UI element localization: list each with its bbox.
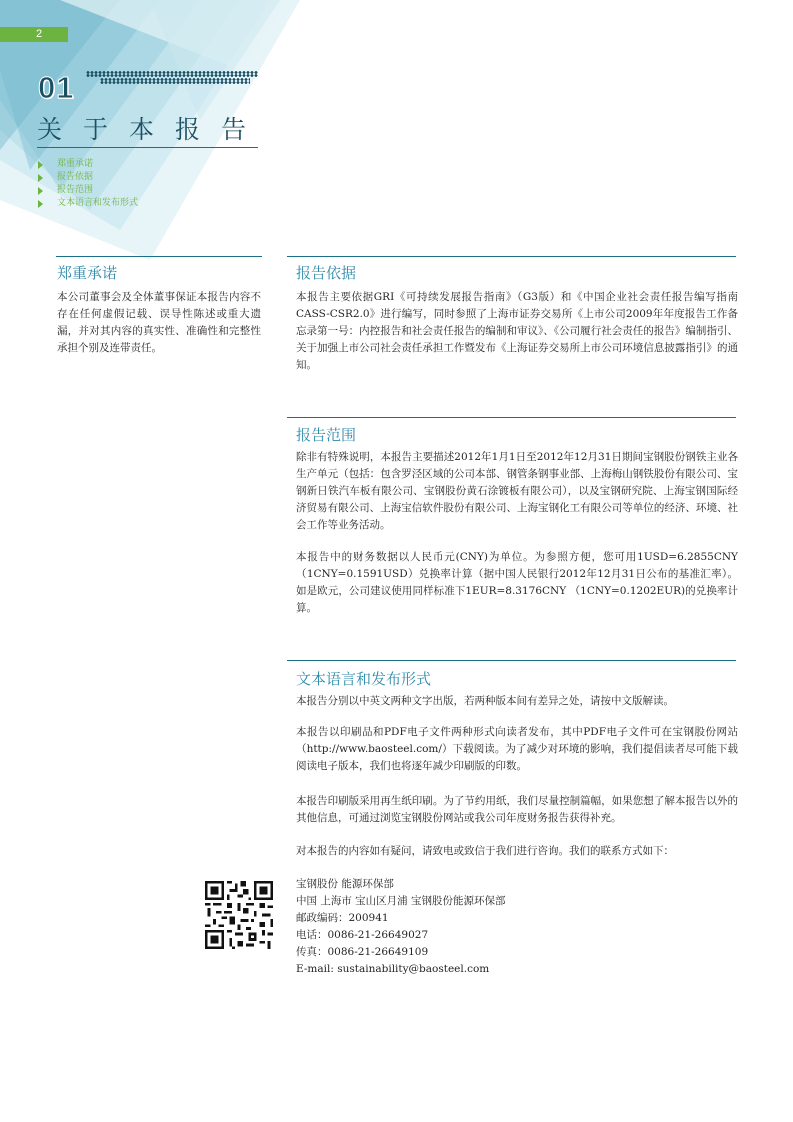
toc-item-scope[interactable] [38, 184, 138, 197]
toc-item-label: 报告依据 [57, 172, 94, 182]
section-body-pledge: 本公司董事会及全体董事保证本报告内容不存在任何虚假记载、误导性陈述或重大遗漏，并对其内容的真实性、准确性和完整性承担个别及连带责任。 [57, 291, 261, 354]
chapter-toc [38, 158, 138, 210]
section-rule-language [287, 660, 736, 661]
contact-fax: 传真：0086-21-26649109 [296, 946, 429, 958]
chapter-dotted-decoration-2 [100, 78, 250, 84]
section-body-scope-1: 除非有特殊说明，本报告主要描述2012年1月1日至2012年12月31日期间宝钢股份钢铁主业各生产单元（包括：包含罗泾区域的公司本部、钢管条钢事业部、上海梅山钢铁股份有限公司、宝钢新日铁汽车板有限公司、宝钢股份黄石涂镀板有限公司），以及宝钢研究院、上海宝钢国际经济贸易有限公司、上海宝信软件股份有限公司、上海宝钢化工有限公司等单位的经济、环境、社会工作等业务活动。 [296, 451, 738, 531]
chapter-number: 01 [38, 70, 75, 105]
section-body-language-2: 本报告以印刷品和PDF电子文件两种形式向读者发布，其中PDF电子文件可在宝钢股份网站（http://www.baosteel.com/）下载阅读。为了减少对环境的影响，我们提倡读者尽可能下载阅读电子版本，我们也将逐年减少印刷版的印数。 [296, 726, 738, 772]
toc-item-pledge[interactable] [38, 158, 138, 171]
triangle-bullet-icon [38, 200, 43, 208]
chapter-dotted-decoration [86, 71, 258, 77]
triangle-bullet-icon [38, 174, 43, 182]
chapter-title: 关于本报告 [37, 115, 268, 144]
section-title-scope: 报告范围 [296, 426, 357, 444]
section-body-language-4: 对本报告的内容如有疑问，请致电或致信于我们进行咨询。我们的联系方式如下： [296, 845, 674, 857]
section-rule-pledge [56, 256, 262, 257]
triangle-bullet-icon [38, 187, 43, 195]
toc-item-language[interactable] [38, 197, 138, 210]
section-body-scope-2: 本报告中的财务数据以人民币元(CNY)为单位。为参照方便，您可用1USD=6.2855CNY（1CNY=0.1591USD）兑换率计算（据中国人民银行2012年12月31日公布的基准汇率）。如是欧元，公司建议使用同样标准下1EUR=8.3176CNY （1CNY=0.1202EUR)的兑换率计算。 [296, 551, 738, 614]
toc-item-basis[interactable] [38, 171, 138, 184]
section-title-pledge: 郑重承诺 [57, 264, 118, 282]
chapter-title-rule [37, 147, 258, 148]
toc-item-label: 报告范围 [57, 185, 94, 195]
contact-address: 中国 上海市 宝山区月浦 宝钢股份能源环保部 [296, 895, 506, 907]
contact-department: 宝钢股份 能源环保部 [296, 878, 394, 890]
triangle-bullet-icon [38, 161, 43, 169]
section-rule-basis [287, 256, 736, 257]
section-body-basis: 本报告主要依据GRI《可持续发展报告指南》（G3版）和《中国企业社会责任报告编写指南CASS-CSR2.0》进行编写，同时参照了上海市证券交易所《上市公司2009年年度报告工作备忘录第一号：内控报告和社会责任报告的编制和审议》、《公司履行社会责任的报告》编制指引、关于加强上市公司社会责任承担工作暨发布《上海证券交易所上市公司环境信息披露指引》的通知。 [296, 291, 738, 371]
section-title-language: 文本语言和发布形式 [296, 670, 432, 688]
qr-code-icon [205, 881, 273, 949]
section-body-language-1: 本报告分别以中英文两种文字出版，若两种版本间有差异之处，请按中文版解读。 [296, 695, 674, 707]
toc-item-label: 郑重承诺 [57, 159, 94, 169]
section-rule-scope [287, 417, 736, 418]
contact-email[interactable]: E-mail: sustainability@baosteel.com [296, 963, 490, 975]
contact-block [296, 876, 506, 978]
section-body-language-3: 本报告印刷版采用再生纸印刷。为了节约用纸，我们尽量控制篇幅，如果您想了解本报告以外的其他信息，可通过浏览宝钢股份网站或我公司年度财务报告获得补充。 [296, 795, 738, 824]
section-title-basis: 报告依据 [296, 264, 357, 282]
page-number: 2 [0, 27, 68, 42]
contact-postcode: 邮政编码：200941 [296, 912, 389, 924]
toc-item-label: 文本语言和发布形式 [57, 198, 139, 208]
contact-phone: 电话：0086-21-26649027 [296, 929, 429, 941]
